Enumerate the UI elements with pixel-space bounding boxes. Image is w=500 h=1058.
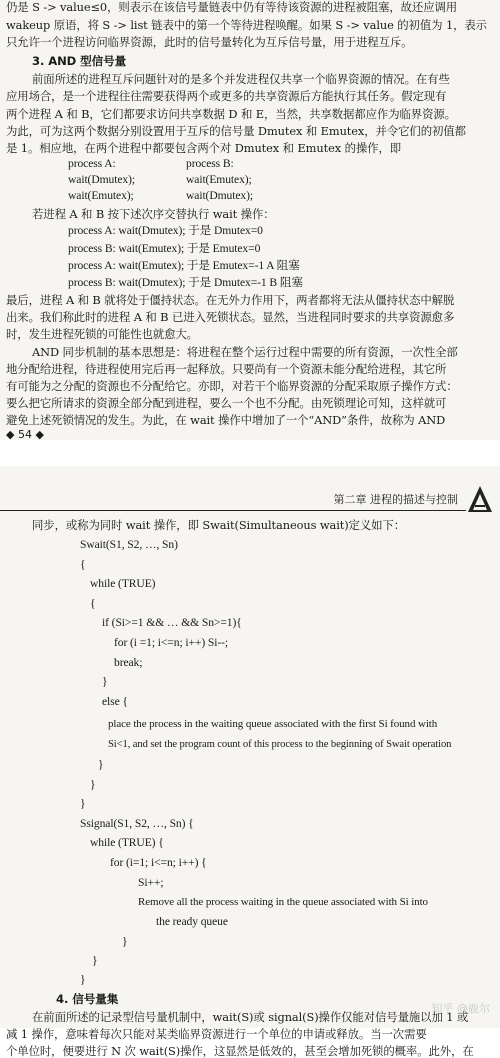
text-line: 最后，进程 A 和 B 就将处于僵持状态。在无外力作用下，两者都将无法从僵持状态中解脱 — [6, 293, 455, 307]
text-line: 前面所述的进程互斥问题针对的是多个并发进程仅共享一个临界资源的情况。在有些 — [32, 72, 450, 86]
text-line: 是 1。相应地，在两个进程中都要包含两个对 Dmutex 和 Emutex 的操作，即 — [6, 141, 402, 155]
code-line: if (Si>=1 && … && Sn>=1){ — [102, 616, 242, 629]
code-line: } — [98, 758, 104, 771]
code-line: wait(Emutex); — [68, 189, 134, 202]
code-line: Swait(S1, S2, …, Sn) — [80, 538, 178, 551]
code-line: Si++; — [138, 876, 164, 889]
text-line: 个单位时，便要进行 N 次 wait(S)操作，这显然是低效的，甚至会增加死锁的概率。此外，在 — [6, 1044, 474, 1058]
text-line: 出来。我们称此时的进程 A 和 B 已进入死锁状态。显然，当进程同时要求的共享资源愈多 — [6, 310, 455, 324]
text-line: 仍是 S -> value≤0，则表示在该信号量链表中仍有等待该资源的进程被阻塞，故还应调用 — [6, 0, 458, 14]
code-line: Remove all the process waiting in the queue associated with Si into — [138, 896, 428, 908]
code-line: while (TRUE) { — [90, 836, 164, 849]
section-heading: 4. 信号量集 — [56, 992, 119, 1006]
code-line: Ssignal(S1, S2, …, Sn) { — [80, 817, 194, 830]
code-line: else { — [102, 695, 128, 708]
text-line: 只允许一个进程访问临界资源，此时的信号量转化为互斥信号量，用于进程互斥。 — [6, 35, 413, 49]
code-line: } — [80, 973, 86, 986]
header-rule — [0, 510, 466, 511]
text-line: wakeup 原语，将 S -> list 链表中的第一个等待进程唤醒。如果 S -> value 的初值为 1，表示 — [6, 18, 487, 32]
code-line: break; — [114, 656, 143, 669]
text-line: 两个进程 A 和 B，它们都要求访问共享数据 D 和 E，当然，共享数据都应作为临界资源。 — [6, 107, 456, 121]
watermark: 知乎 @鹿尔 — [431, 1002, 490, 1015]
page-number: ◆ 54 ◆ — [6, 428, 44, 441]
text-line: 避免上述死锁情况的发生。为此，在 wait 操作中增加了一个“AND”条件，故称为 AND — [6, 413, 446, 427]
code-line: the ready queue — [156, 915, 228, 928]
code-line: } — [122, 935, 128, 948]
code-line: while (TRUE) — [90, 577, 156, 590]
text-line: 若进程 A 和 B 按下述次序交替执行 wait 操作： — [32, 207, 275, 221]
book-logo-icon — [464, 484, 496, 514]
code-line: } — [80, 797, 86, 810]
code-line: } — [90, 778, 96, 791]
code-line: process B: — [186, 157, 234, 170]
text-line: 地分配给进程，待进程使用完后再一起释放。只要尚有一个资源未能分配给进程，其它所 — [6, 362, 447, 376]
code-line: wait(Emutex); — [186, 173, 252, 186]
section-heading: 3. AND 型信号量 — [32, 54, 127, 68]
textbook-page-55 — [0, 466, 500, 1058]
code-line: { — [90, 597, 96, 610]
code-line: { — [80, 558, 86, 571]
code-line: process B: wait(Emutex); 于是 Emutex=0 — [68, 242, 261, 255]
text-line: 为此，可为这两个数据分别设置用于互斥的信号量 Dmutex 和 Emutex，并令它们的初值都 — [6, 124, 466, 138]
text-line: 减 1 操作，意味着每次只能对某类临界资源进行一个单位的申请或释放。当一次需要 — [6, 1027, 427, 1041]
code-line: } — [92, 954, 98, 967]
code-line: for (i=1; i<=n; i++) { — [110, 856, 207, 869]
code-line: wait(Dmutex); — [68, 173, 135, 186]
text-line: AND 同步机制的基本思想是：将进程在整个运行过程中需要的所有资源，一次性全部 — [32, 345, 458, 359]
code-line: Si<1, and set the program count of this process to the beginning of Swait operation — [108, 739, 452, 750]
chapter-title: 第二章 进程的描述与控制 — [333, 493, 458, 506]
code-line: process A: wait(Emutex); 于是 Emutex=-1 A 阻塞 — [68, 259, 300, 272]
code-line: wait(Dmutex); — [186, 189, 253, 202]
running-header — [0, 466, 500, 512]
text-line: 要么把它所请求的资源全部分配到进程，要么一个也不分配。由死锁理论可知，这样就可 — [6, 396, 447, 410]
text-line: 时，发生进程死锁的可能性也就愈大。 — [6, 327, 198, 341]
code-line: for (i =1; i<=n; i++) Si--; — [114, 636, 229, 649]
text-line: 在前面所述的记录型信号量机制中，wait(S)或 signal(S)操作仅能对信号量施以加 1 或 — [32, 1010, 469, 1024]
text-line: 有可能为之分配的资源也不分配给它。亦即，对若干个临界资源的分配采取原子操作方式： — [6, 379, 458, 393]
text-line: 应用场合，是一个进程往往需要获得两个或更多的共享资源后方能执行其任务。假定现有 — [6, 89, 447, 103]
code-line: process A: wait(Dmutex); 于是 Dmutex=0 — [68, 224, 263, 237]
code-line: place the process in the waiting queue associated with the first Si found with — [108, 718, 438, 730]
text-line: 同步，或称为同时 wait 操作，即 Swait(Simultaneous wait)定义如下： — [32, 518, 406, 532]
code-line: process B: wait(Dmutex); 于是 Dmutex=-1 B 阻塞 — [68, 276, 303, 289]
code-line: process A: — [68, 157, 116, 170]
textbook-page-54 — [0, 0, 500, 440]
code-line: } — [102, 675, 108, 688]
